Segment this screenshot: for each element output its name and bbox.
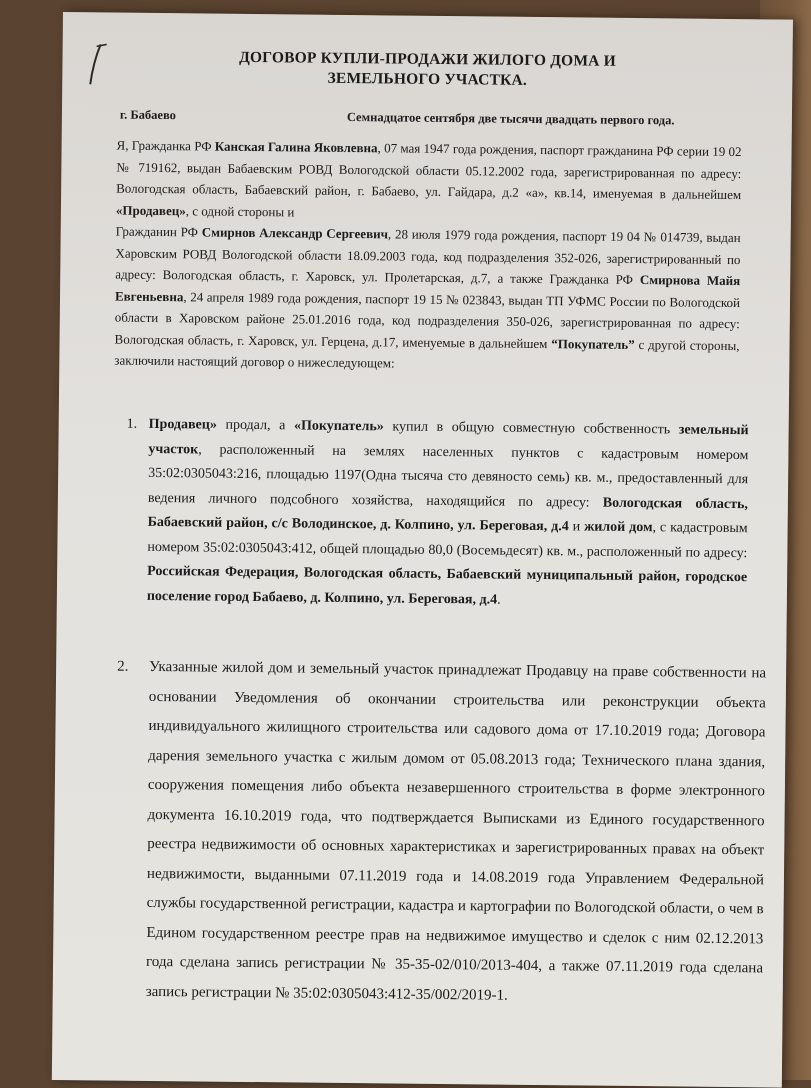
clause-number: 1. bbox=[126, 416, 138, 432]
text-span: «Покупатель» bbox=[293, 418, 384, 435]
clause-number: 2. bbox=[117, 658, 129, 675]
document-title bbox=[62, 46, 792, 94]
text-span: , с кадастровым номером 35:02:0305043:412, общей площадью 80,0 (Восемьдесят) кв. м., расположенный по адресу: bbox=[147, 520, 748, 561]
title-line-1: ДОГОВОР КУПЛИ-ПРОДАЖИ ЖИЛОГО ДОМА И bbox=[239, 48, 617, 70]
text-span: . bbox=[497, 592, 501, 608]
clause-1 bbox=[117, 413, 749, 616]
buyer-2-name: Смирнова Майя Евгеньевна bbox=[114, 272, 741, 304]
contract-page bbox=[52, 12, 793, 1088]
text-span: продал, а bbox=[216, 417, 295, 434]
text-span: , 24 апреля 1989 года рождения, паспорт 19 15 № 023843, выдан ТП УФМС России по Вологодской области в Харовском районе 25.01.2016 года, код подразделения 350-026, зарегистрированная по адресу: Вологодская область, г. Харовск, ул. Герцена, д.17, именуемые в дальнейшем bbox=[114, 288, 741, 351]
seller-paragraph bbox=[116, 135, 742, 228]
buyer-role: “Покупатель” bbox=[551, 335, 635, 352]
text-span: земельный участок bbox=[148, 422, 749, 457]
list-item bbox=[117, 413, 749, 616]
seller-role: «Продавец» bbox=[115, 202, 186, 218]
title-line-2: ЗЕМЕЛЬНОГО УЧАСТКА. bbox=[327, 69, 528, 89]
text-span: с другой стороны, заключили настоящий договор о нижеследующем: bbox=[114, 336, 740, 371]
text-span: , с одной стороны и bbox=[185, 202, 295, 219]
text-span: и bbox=[568, 519, 585, 535]
text-span: Российская Федерация, Вологодская область, Бабаевский муниципальный район, городское поселение город Бабаево, д. Колпино, ул. Береговая, д.4 bbox=[146, 563, 748, 608]
buyer-paragraph bbox=[114, 221, 741, 378]
text-span: , 07 мая 1947 года рождения, паспорт гражданина РФ серии 19 02 № 719162, выдан Бабаевским РОВД Вологодской области 05.12.2002 года, зарегистрированная по адресу: Вологодская область, Бабаевский район, г. Бабаево, ул. Гайдара, д.2 «а», кв.14, именуемая в дальнейшем bbox=[116, 140, 742, 203]
clause-2 bbox=[108, 653, 767, 1014]
text-span: , 28 июля 1979 года рождения, паспорт 19 04 № 014739, выдан Харовским РОВД Вологодской области 18.09.2003 года, код подразделения 352-026, зарегистрированный по адресу: Вологодская область, г. Харовск, ул. Пролетарская, д.7, а также Гражданка РФ bbox=[115, 226, 741, 288]
text-span: жилой дом bbox=[584, 519, 653, 536]
text-span: купил в общую совместную собственность bbox=[383, 419, 679, 438]
text-span: Гражданин РФ bbox=[115, 223, 202, 240]
list-item bbox=[108, 653, 767, 1014]
parties-intro bbox=[114, 135, 741, 378]
text-span: Вологодская область, Бабаевский район, с/с Володинское, д. Колпино, ул. Береговая, д.4 bbox=[147, 495, 748, 535]
clause-text: Указанные жилой дом и земельный участок принадлежат Продавцу на праве собственности на основании Уведомления об окончании строительства или реконструкции объекта индивидуального жилищного строительства или садового дома от 17.10.2019 года; Договора дарения земельного участка с жилым домом от 05.08.2013 года; Технического плана здания, сооружения помещения либо объекта незавершенного строительства в форме электронного документа 16.10.2019 года, что подтверждается Выписками из Единого государственного реестра недвижимости об основных характеристиках и зарегистрированных правах на объект недвижимости, выданными 07.11.2019 года и 14.08.2019 года Управлением Федеральной службы государственной регистрации, кадастра и картографии по Вологодской области, о чем в Едином государственном реестре прав на недвижимое имущество и сделок с ним 02.12.2013 года сделана запись регистрации № 35-35-02/010/2013-404, а также 07.11.2019 года сделана запись регистрации № 35:02:0305043:412-35/002/2019-1. bbox=[145, 658, 767, 1004]
text-span: , расположенный на землях населенных пунктов с кадастровым номером 35:02:0305043:216, площадью 1197(Одна тысяча сто девяносто семь) кв. м., предоставленный для ведения личного подсобного хозяйства, находящийся по адресу: bbox=[147, 441, 749, 511]
contract-date: Семнадцатое сентября две тысячи двадцать первого года. bbox=[346, 109, 675, 128]
text-span: Я, Гражданка РФ bbox=[116, 137, 215, 154]
seller-name: Канская Галина Яковлевна bbox=[214, 138, 378, 156]
text-span: Продавец» bbox=[148, 416, 217, 433]
buyer-1-name: Смирнов Александр Сергеевич bbox=[201, 224, 389, 242]
contract-place: г. Бабаево bbox=[119, 107, 176, 123]
